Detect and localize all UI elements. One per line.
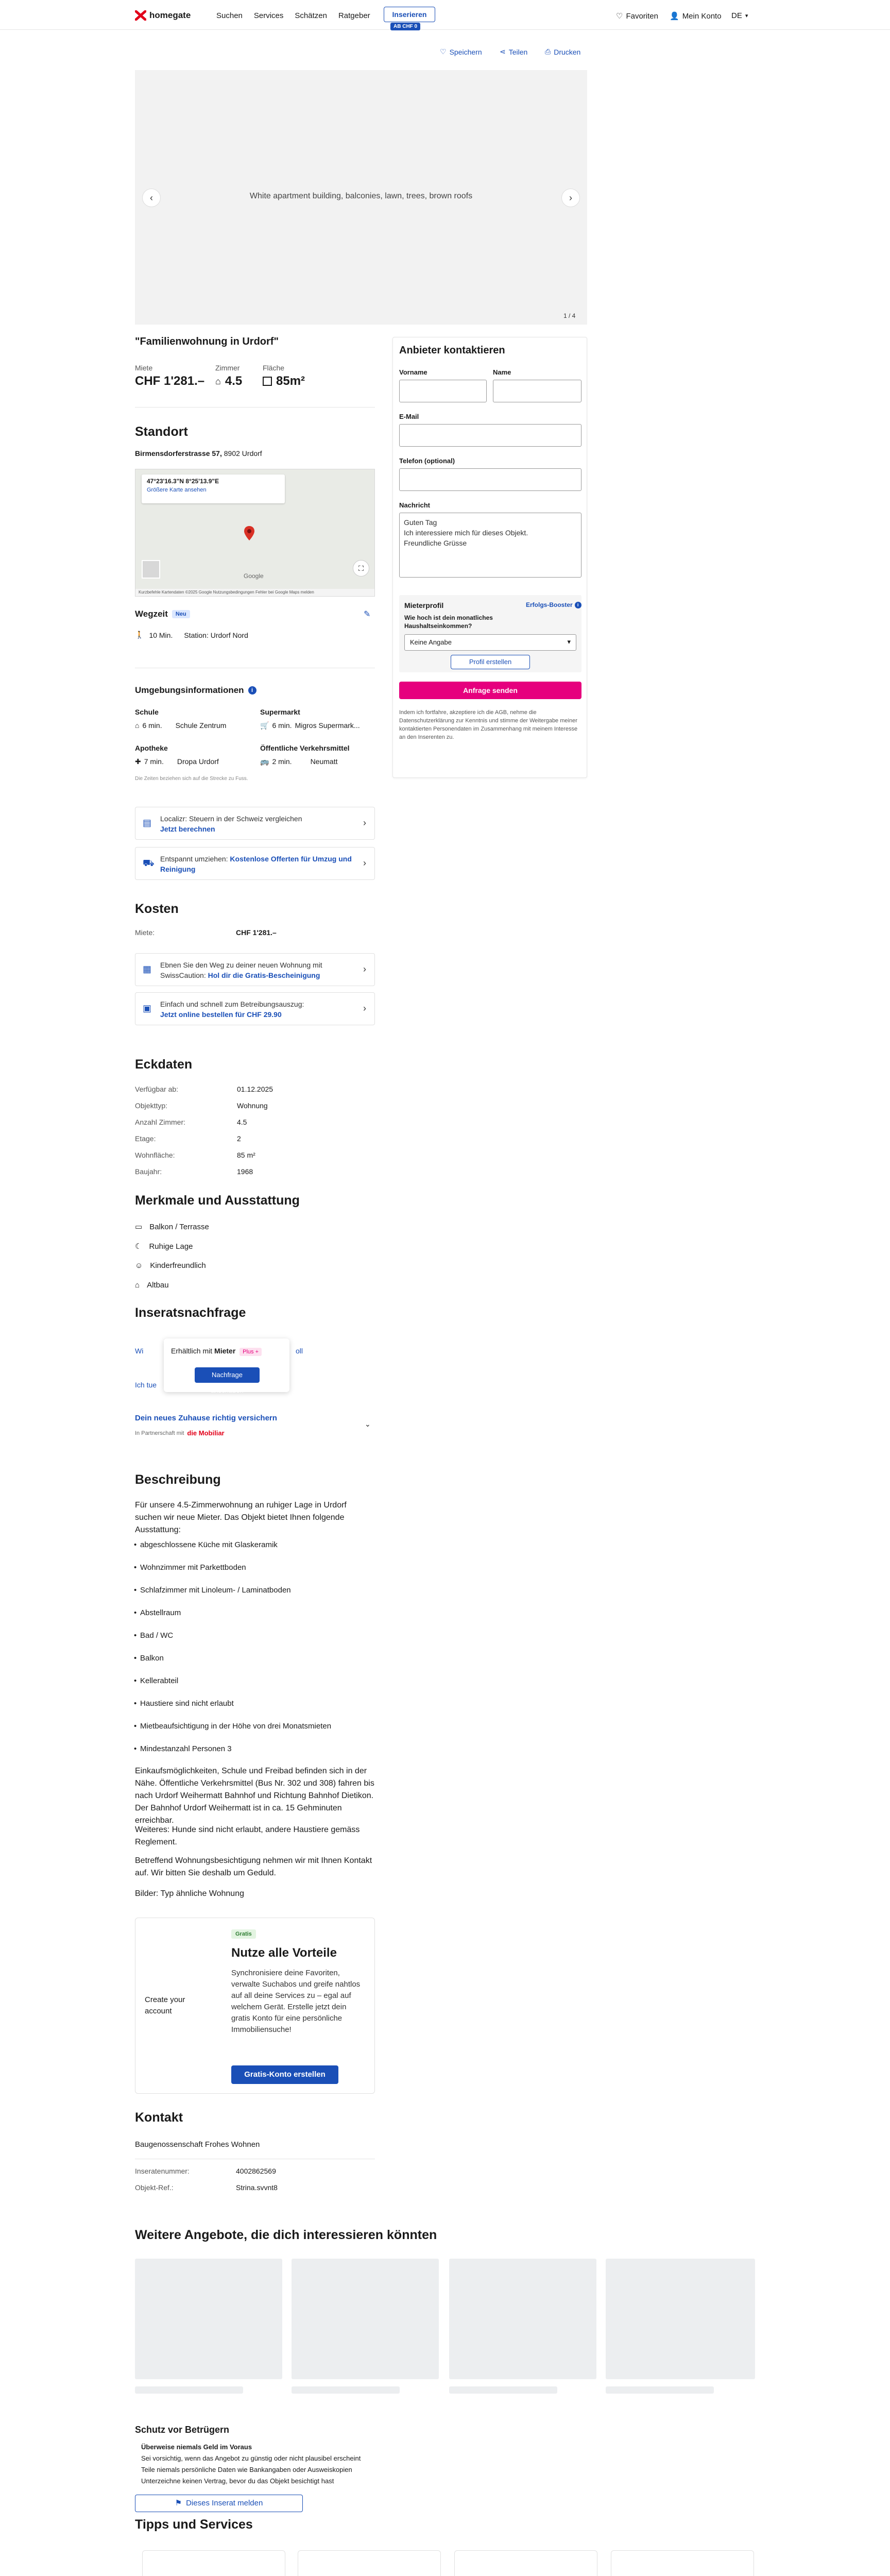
description-bullet: • Mindestanzahl Personen 3 <box>140 1744 232 1753</box>
map-google-label: Google <box>244 572 264 580</box>
income-question: Wie hoch ist dein monatliches Haushaltseinkommen? <box>404 614 493 630</box>
report-listing-label: Dieses Inserat melden <box>186 2499 263 2507</box>
school-heading: Schule <box>135 708 159 716</box>
feature-item <box>135 1242 193 1251</box>
document-icon: ▣ <box>143 1003 152 1013</box>
first-name-input[interactable] <box>399 380 487 402</box>
account-promo-card <box>135 1918 375 2094</box>
tax-teaser-link[interactable]: Jetzt berechnen <box>160 825 215 833</box>
mobiliar-logo: die Mobiliar <box>187 1429 225 1437</box>
commute-row <box>135 631 248 639</box>
rent-value: CHF 1'281.– <box>135 374 205 388</box>
fact-value: 01.12.2025 <box>237 1085 273 1093</box>
location-heading: Standort <box>135 425 188 439</box>
print-button[interactable] <box>545 47 580 56</box>
description-paragraph: Einkaufsmöglichkeiten, Schule und Freibad befinden sich in der Nähe. Öffentliche Verkehrsmittel (Bus Nr. 302 und 308) fahren bis nach Urdorf Weihermatt Bahnhof und Richtung Bahnhof Dietikon. Der Bahnhof Urdorf Weihermatt ist in ca. 15 Gehminuten erreichbar. <box>135 1767 374 1825</box>
description-bullet: • abgeschlossene Küche mit Glaskeramik <box>140 1540 278 1549</box>
description-paragraph: Bilder: Typ ähnliche Wohnung <box>135 1889 244 1898</box>
tax-teaser-label: Localizr: Steuern in der Schweiz vergleichen <box>160 815 302 823</box>
flag-icon: ⚑ <box>175 2499 182 2507</box>
rent-label: Miete <box>135 364 153 372</box>
deposit-teaser-link[interactable]: Hol dir die Gratis-Bescheinigung <box>208 971 320 979</box>
tenant-profile-title: Mieterprofil <box>404 601 444 609</box>
more-offers-heading: Weitere Angebote, die dich interessieren könnten <box>135 2228 437 2242</box>
insurance-partner-label: In Partnerschaft mit <box>135 1430 184 1436</box>
feature-label: Kinderfreundlich <box>150 1261 206 1270</box>
cart-icon: 🛒 <box>260 721 269 730</box>
school-row <box>135 721 226 730</box>
email-field[interactable] <box>399 424 581 447</box>
address-street: Birmensdorferstrasse 57, <box>135 449 222 457</box>
chevron-down-icon: ▾ <box>567 638 571 646</box>
fact-value: Wohnung <box>237 1101 268 1110</box>
insurance-link[interactable]: Dein neues Zuhause richtig versichern <box>135 1414 277 1422</box>
fullscreen-icon: ⛶ <box>358 564 364 572</box>
last-name-input[interactable] <box>493 380 581 402</box>
feature-item <box>135 1222 209 1231</box>
listing-title: "Familienwohnung in Urdorf" <box>135 336 279 347</box>
chevron-right-icon: › <box>569 193 572 203</box>
transit-heading: Öffentliche Verkehrsmittel <box>260 744 350 752</box>
facts-heading: Eckdaten <box>135 1057 193 1072</box>
email-label: E-Mail <box>399 413 419 420</box>
school-time: 6 min. <box>142 721 162 730</box>
feature-label: Balkon / Terrasse <box>149 1222 209 1231</box>
map-pin-icon <box>244 526 254 540</box>
fraud-item: Sei vorsichtig, wenn das Angebot zu günstig oder nicht plausibel erscheint <box>141 2454 361 2462</box>
contact-heading: Kontakt <box>135 2110 183 2125</box>
pencil-icon: ✎ <box>364 610 371 619</box>
demand-hidden-right: oll <box>296 1347 303 1355</box>
demand-tooltip-label: Erhältlich mit <box>171 1347 213 1355</box>
listing-number-label: Inseratenummer: <box>135 2167 190 2175</box>
map-fullscreen-button[interactable] <box>353 560 369 577</box>
commute-heading: Wegzeit <box>135 609 168 619</box>
tax-teaser[interactable] <box>135 807 375 840</box>
market-time: 6 min. <box>272 721 292 730</box>
success-booster-badge <box>526 601 581 608</box>
walking-icon: 🚶 <box>135 631 144 639</box>
chevron-down-icon: ▾ <box>745 13 748 19</box>
deposit-icon: ▦ <box>143 964 152 974</box>
description-heading: Beschreibung <box>135 1472 221 1487</box>
area-label: Fläche <box>263 364 285 372</box>
transit-row <box>260 757 337 766</box>
description-bullet: • Balkon <box>140 1654 164 1663</box>
edit-commute-button[interactable] <box>364 609 370 619</box>
language-label: DE <box>731 11 742 20</box>
demand-tooltip-plan: Mieter <box>214 1347 236 1355</box>
tip-card <box>142 2550 285 2576</box>
fact-label: Wohnfläche: <box>135 1151 175 1159</box>
last-name-label: Name <box>493 368 511 376</box>
success-booster-label: Erfolgs-Booster <box>526 601 573 608</box>
share-label: Teilen <box>508 47 528 56</box>
map-larger-link[interactable]: Größere Karte ansehen <box>147 487 207 493</box>
pharmacy-icon: ✚ <box>135 757 141 766</box>
tips-heading: Tipps und Services <box>135 2517 253 2532</box>
pharmacy-time: 7 min. <box>144 757 164 766</box>
divider <box>135 407 375 408</box>
message-label: Nachricht <box>399 501 430 509</box>
moving-teaser-label: Entspannt umziehen: <box>160 855 228 863</box>
image-gallery[interactable] <box>135 70 587 325</box>
market-heading: Supermarkt <box>260 708 300 716</box>
debt-teaser-link[interactable]: Jetzt online bestellen für CHF 29.90 <box>160 1010 282 1019</box>
moving-teaser-text <box>160 854 356 874</box>
demand-hidden-text <box>135 1347 143 1355</box>
demand-hidden-left: Wi <box>135 1347 144 1355</box>
skeleton-line <box>292 2386 400 2394</box>
offer-card-placeholder[interactable] <box>135 2259 282 2379</box>
transit-time: 2 min. <box>272 757 292 766</box>
school-icon: ⌂ <box>135 721 140 730</box>
debt-teaser-text <box>160 999 356 1020</box>
feature-label: Ruhige Lage <box>149 1242 193 1251</box>
info-icon[interactable]: i <box>248 686 256 694</box>
account-link[interactable] <box>670 11 722 21</box>
map[interactable] <box>135 469 375 597</box>
inserieren-price-badge: AB CHF 0 <box>390 23 420 30</box>
heart-icon: ♡ <box>440 47 447 56</box>
description-intro: Für unsere 4.5-Zimmerwohnung an ruhiger Lage in Urdorf suchen wir neue Mieter. Das Objekt bietet Ihnen folgende Ausstattung: <box>135 1501 347 1534</box>
tax-teaser-text <box>160 814 356 834</box>
homegate-logo[interactable] <box>135 10 191 21</box>
door-icon: ⌂ <box>215 376 221 386</box>
calculator-icon: ▤ <box>143 818 152 828</box>
costs-rent-value: CHF 1'281.– <box>236 928 277 937</box>
heart-icon: ♡ <box>616 12 623 21</box>
rooms-label: Zimmer <box>215 364 240 372</box>
print-label: Drucken <box>554 47 581 56</box>
contact-form <box>392 337 587 778</box>
description-bullet: • Kellerabteil <box>140 1676 178 1685</box>
feature-item <box>135 1261 206 1270</box>
rooms-value: 4.5 <box>225 374 243 388</box>
description-bullet: • Bad / WC <box>140 1631 173 1640</box>
promo-text: Synchronisiere deine Favoriten, verwalte Suchabos und greife nahtlos auf all deine Services zu – egal auf welchem Gerät. Erstelle jetzt dein gratis Konto für eine persönliche Immobiliensuche! <box>231 1969 361 2034</box>
tip-card <box>611 2550 754 2576</box>
nav-ratgeber[interactable]: Ratgeber <box>338 11 370 20</box>
share-button[interactable] <box>500 47 527 56</box>
fact-value: 85 m² <box>237 1151 255 1159</box>
chevron-right-icon: › <box>363 858 366 868</box>
old-building-icon: ⌂ <box>135 1281 140 1290</box>
pharmacy-heading: Apotheke <box>135 744 168 752</box>
surroundings-header <box>135 685 256 696</box>
feature-label: Altbau <box>147 1281 169 1290</box>
fact-value: 1968 <box>237 1167 253 1176</box>
description-paragraph: Weiteres: Hunde sind nicht erlaubt, andere Haustiere gemäss Reglement. <box>135 1825 360 1846</box>
new-badge: Neu <box>172 610 190 618</box>
main-nav <box>216 11 370 20</box>
area-value: 85m² <box>276 374 305 388</box>
tenant-profile-box <box>399 595 581 672</box>
demand-heading: Inseratsnachfrage <box>135 1306 246 1320</box>
promo-left-label: Create your account <box>145 1995 185 2015</box>
chevron-right-icon: › <box>363 964 366 974</box>
nav-services[interactable]: Services <box>253 11 284 20</box>
tip-card <box>298 2550 441 2576</box>
tip-card <box>454 2550 597 2576</box>
gallery-counter: 1 / 4 <box>563 312 576 319</box>
account-label: Mein Konto <box>682 11 722 21</box>
moving-teaser[interactable] <box>135 847 375 880</box>
pharmacy-name: Dropa Urdorf <box>177 757 219 766</box>
skeleton-line <box>135 2386 243 2394</box>
contact-name: Baugenossenschaft Frohes Wohnen <box>135 2140 260 2149</box>
form-title: Anbieter kontaktieren <box>399 345 505 356</box>
chevron-right-icon: › <box>363 818 366 828</box>
debt-teaser-label: Einfach und schnell zum Betreibungsauszug: <box>160 1000 304 1008</box>
income-select[interactable] <box>404 634 576 651</box>
costs-rent-label: Miete: <box>135 928 155 937</box>
income-select-value: Keine Angabe <box>410 638 452 646</box>
ref-label: Objekt-Ref.: <box>135 2183 174 2192</box>
station-name: Station: Urdorf Nord <box>184 631 248 639</box>
feature-item <box>135 1281 169 1290</box>
fact-label: Etage: <box>135 1134 156 1143</box>
description-bullet: • Haustiere sind nicht erlaubt <box>140 1699 234 1708</box>
gallery-prev-button[interactable] <box>142 189 161 207</box>
fraud-heading: Schutz vor Betrügern <box>135 2425 230 2435</box>
school-name: Schule Zentrum <box>175 721 227 730</box>
address <box>135 449 262 457</box>
description-paragraph: Betreffend Wohnungsbesichtigung nehmen wir mit Ihnen Kontakt auf. Wir bitten Sie deshalb um Geduld. <box>135 1856 372 1877</box>
fraud-item: Überweise niemals Geld im Voraus <box>141 2443 252 2451</box>
skeleton-line <box>606 2386 714 2394</box>
balcony-icon: ▭ <box>135 1223 143 1231</box>
child-icon: ☺ <box>135 1261 143 1270</box>
features-heading: Merkmale und Ausstattung <box>135 1193 300 1208</box>
legal-notice: Indem ich fortfahre, akzeptiere ich die AGB, nehme die Datenschutzerklärung zur Kenntnis und stimme der Weitergabe meiner kontaktierten Personendaten im Zusammenhang mit meinem Interesse an den Inserenten zu. <box>399 709 578 740</box>
area-fact <box>263 374 305 388</box>
create-account-button[interactable]: Gratis-Konto erstellen <box>231 2065 338 2084</box>
offer-card-placeholder[interactable] <box>606 2259 755 2379</box>
walk-time: 10 Min. <box>149 631 173 639</box>
report-listing-button[interactable] <box>135 2495 303 2512</box>
deposit-teaser-text <box>160 960 356 980</box>
fact-label: Anzahl Zimmer: <box>135 1118 186 1126</box>
phone-field[interactable] <box>399 468 581 491</box>
info-icon[interactable]: i <box>575 602 581 608</box>
fraud-item: Unterzeichne keinen Vertrag, bevor du das Objekt besichtigt hast <box>141 2477 334 2485</box>
pharmacy-row <box>135 757 219 766</box>
demand-hidden-2: Ich tue <box>135 1381 157 1389</box>
fact-label: Objekttyp: <box>135 1101 168 1110</box>
area-icon <box>263 377 272 386</box>
offer-card-placeholder[interactable] <box>449 2259 596 2379</box>
promo-title: Nutze alle Vorteile <box>231 1946 337 1960</box>
description-bullet: • Mietbeaufsichtigung in der Höhe von drei Monatsmieten <box>140 1722 331 1731</box>
map-coordinates: 47°23'16.3"N 8°25'13.9"E <box>147 478 219 485</box>
description-bullet: • Abstellraum <box>140 1608 181 1617</box>
save-button[interactable] <box>440 47 482 56</box>
commute-header <box>135 609 190 619</box>
description-bullet: • Wohnzimmer mit Parkettboden <box>140 1563 246 1572</box>
map-info-box <box>142 474 285 503</box>
promo-badge: Gratis <box>231 1929 256 1939</box>
user-icon: 👤 <box>670 12 679 21</box>
listing-number: 4002862569 <box>236 2167 276 2175</box>
offer-card-placeholder[interactable] <box>292 2259 439 2379</box>
demand-tooltip <box>164 1338 289 1392</box>
demand-tooltip-text <box>171 1347 262 1355</box>
moving-truck-icon: ⛟ <box>143 858 155 868</box>
language-select[interactable] <box>731 11 748 20</box>
description-bullet: • Schlafzimmer mit Linoleum- / Laminatboden <box>140 1586 291 1595</box>
map-layer-thumbnail[interactable] <box>142 560 160 579</box>
gallery-next-button[interactable] <box>561 189 580 207</box>
save-label: Speichern <box>449 47 482 56</box>
chevron-left-icon: ‹ <box>150 193 153 203</box>
gallery-image-caption: White apartment building, balconies, lawn, trees, brown roofs <box>249 192 473 200</box>
surroundings-note: Die Zeiten beziehen sich auf die Strecke zu Fuss. <box>135 776 248 782</box>
share-icon: ⋖ <box>500 47 506 56</box>
fact-value: 2 <box>237 1134 241 1143</box>
chevron-down-icon[interactable]: ⌄ <box>365 1420 371 1428</box>
brand-name: homegate <box>149 10 191 20</box>
skeleton-line <box>449 2386 557 2394</box>
ref-value: Strina.svvnt8 <box>236 2183 278 2192</box>
demand-view-button[interactable]: Nachfrage anschauen <box>195 1367 260 1383</box>
insurance-partner <box>135 1429 225 1437</box>
send-request-button[interactable]: Anfrage senden <box>399 682 581 699</box>
create-profile-button[interactable]: Profil erstellen <box>451 655 530 669</box>
moving-teaser-link[interactable]: Kostenlose Offerten für Umzug und Reinigung <box>160 855 352 873</box>
rooms-fact <box>215 374 242 388</box>
site-header <box>0 0 890 30</box>
quiet-icon: ☾ <box>135 1242 142 1251</box>
costs-heading: Kosten <box>135 902 179 916</box>
logo-house-icon <box>135 10 146 21</box>
favorites-label: Favoriten <box>626 11 658 21</box>
deposit-teaser[interactable] <box>135 953 375 986</box>
fact-value: 4.5 <box>237 1118 247 1126</box>
market-row <box>260 721 360 730</box>
nav-schaetzen[interactable]: Schätzen <box>295 11 327 20</box>
plus-badge: Plus + <box>239 1348 262 1356</box>
bus-icon: 🚌 <box>260 757 269 766</box>
nav-suchen[interactable]: Suchen <box>216 11 243 20</box>
print-icon: ⎙ <box>545 47 551 56</box>
fact-label: Baujahr: <box>135 1167 162 1176</box>
map-attribution: Kurzbefehle Kartendaten ©2025 Google Nutzungsbedingungen Fehler bei Google Maps melden <box>135 589 374 596</box>
chevron-right-icon: › <box>363 1003 366 1013</box>
transit-name: Neumatt <box>310 757 338 766</box>
address-city: 8902 Urdorf <box>224 449 262 457</box>
deposit-teaser-label: Ebnen Sie den Weg zu deiner neuen Wohnung mit SwissCaution: <box>160 961 322 979</box>
surroundings-heading: Umgebungsinformationen <box>135 685 244 695</box>
fact-label: Verfügbar ab: <box>135 1085 179 1093</box>
first-name-label: Vorname <box>399 368 427 376</box>
favorites-link[interactable] <box>616 11 658 21</box>
phone-label: Telefon (optional) <box>399 457 455 465</box>
inserieren-button[interactable]: Inserieren <box>384 7 435 22</box>
market-name: Migros Supermark... <box>295 721 360 730</box>
message-textarea[interactable] <box>399 513 581 578</box>
fraud-item: Teile niemals persönliche Daten wie Bankangaben oder Ausweiskopien <box>141 2466 352 2473</box>
debt-extract-teaser[interactable] <box>135 992 375 1025</box>
